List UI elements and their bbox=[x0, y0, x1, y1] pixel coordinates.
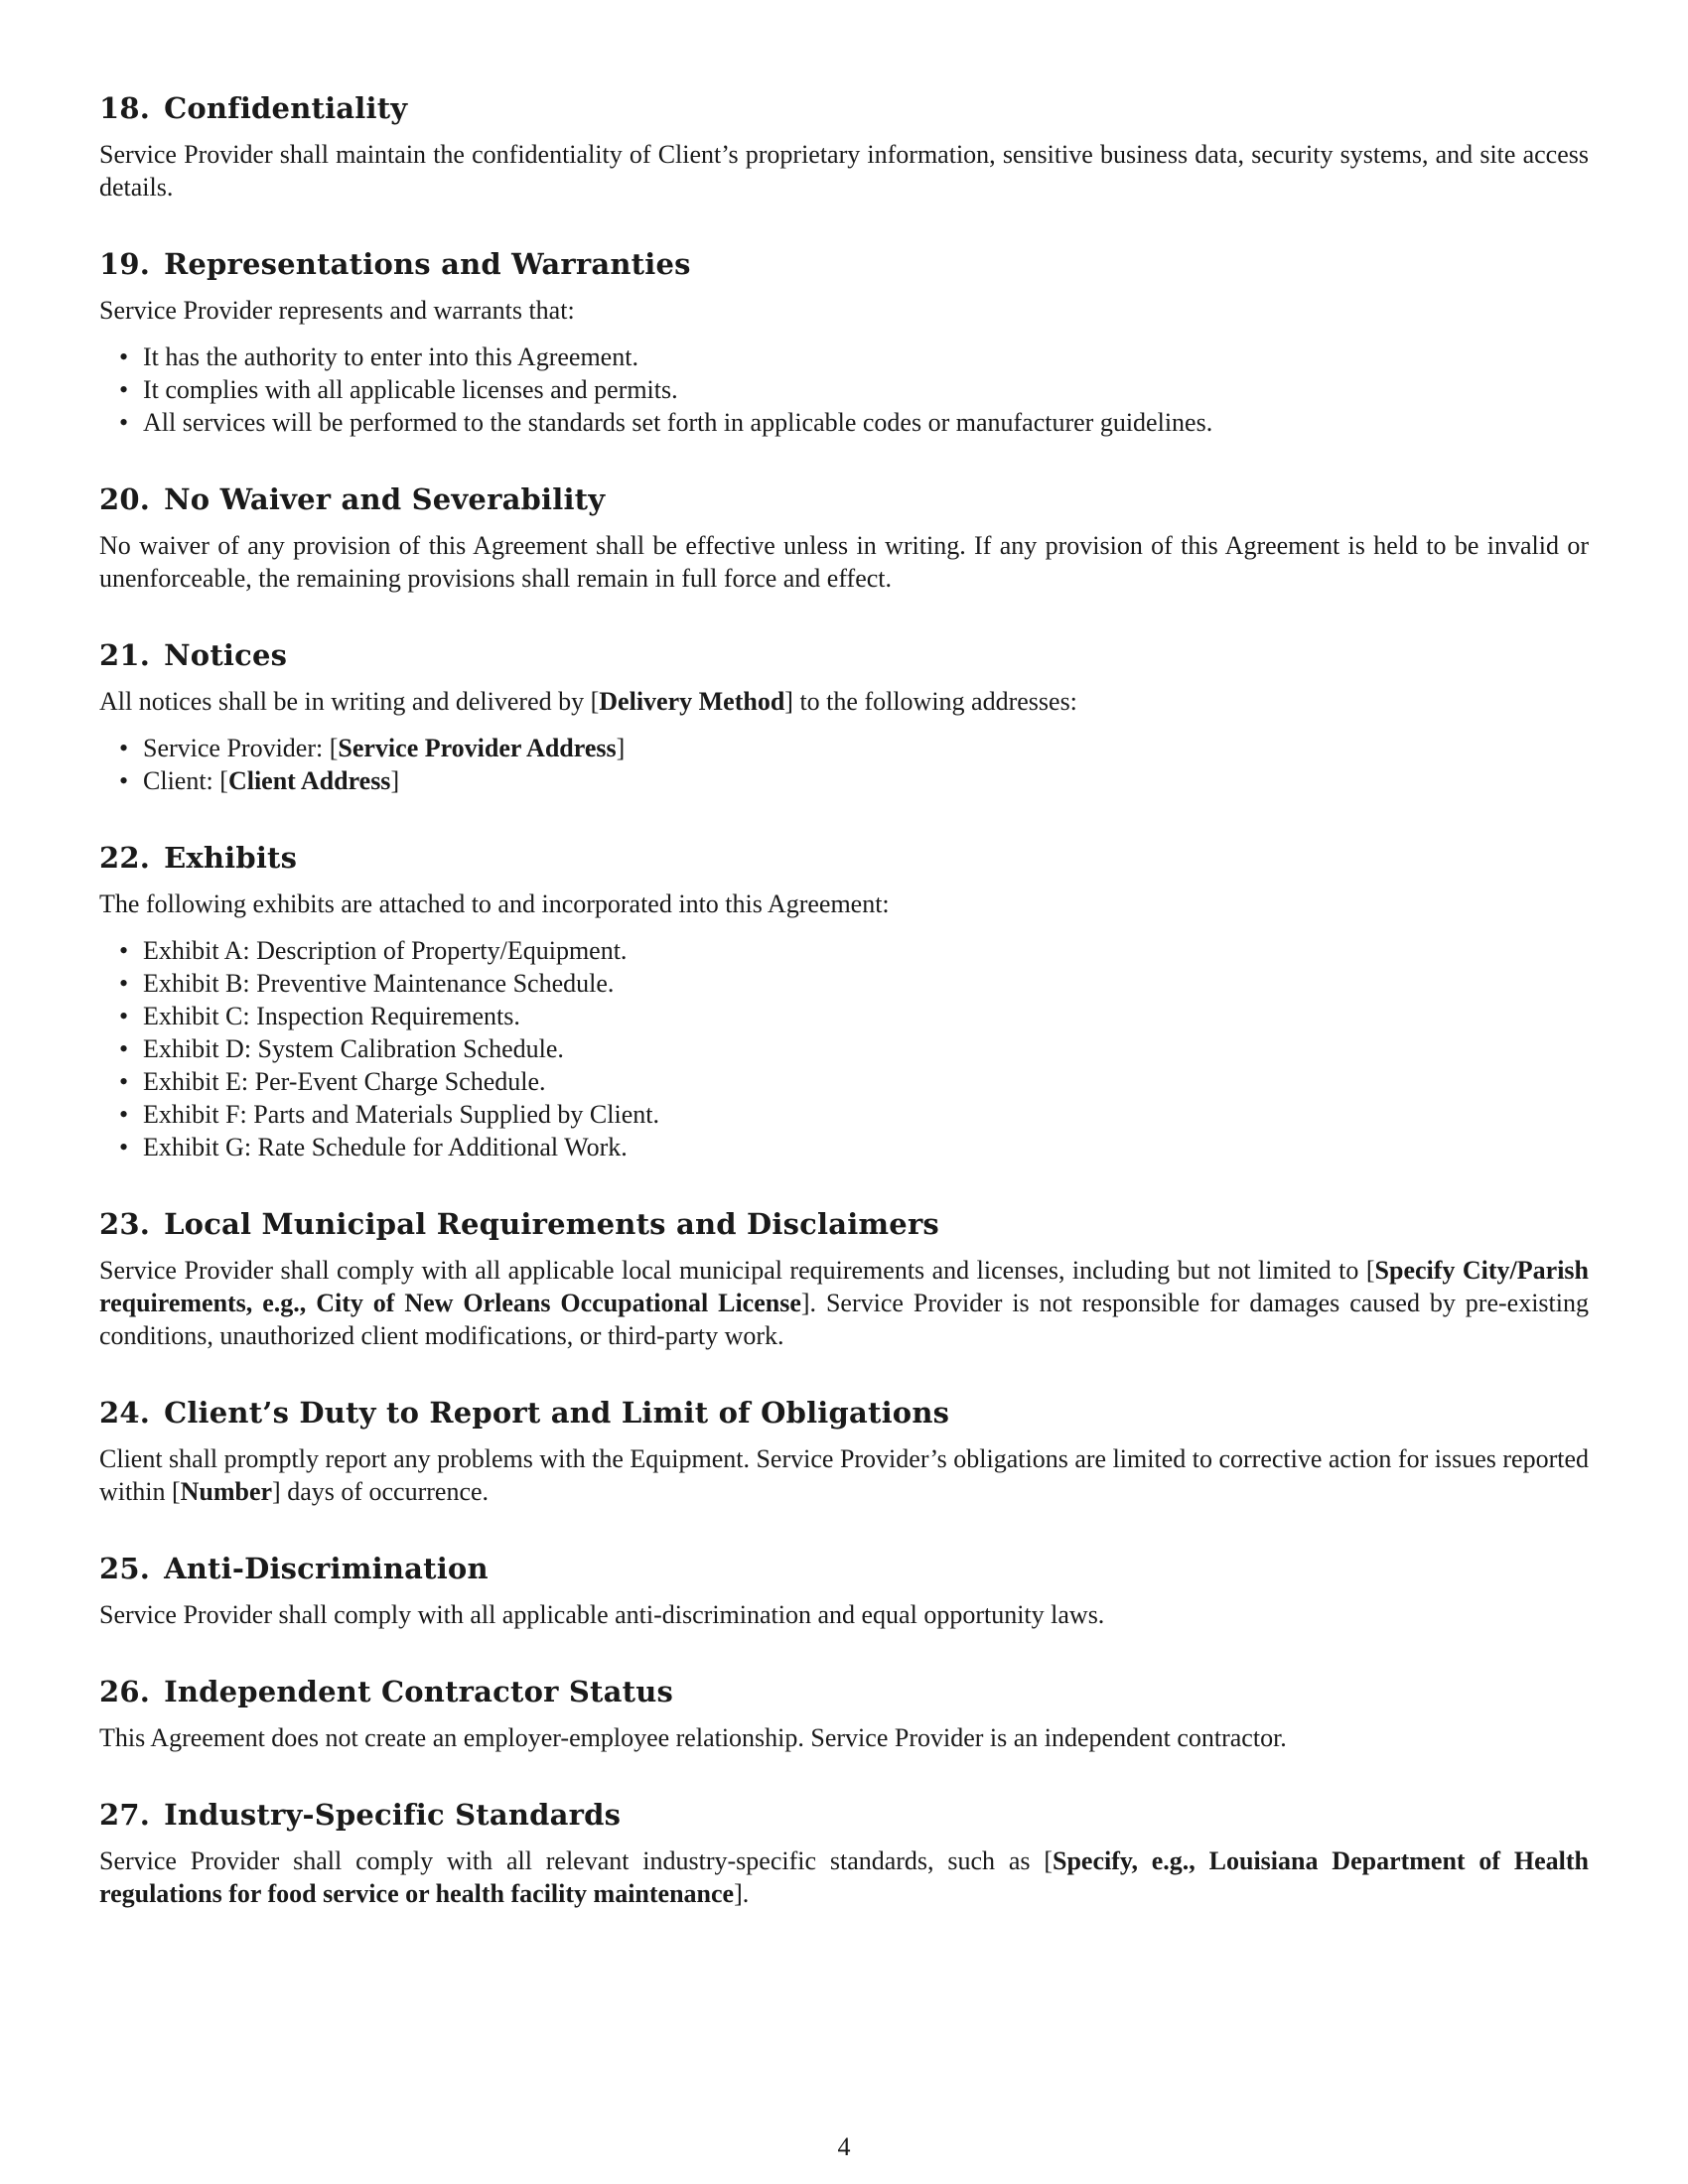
section-number: 22. bbox=[99, 841, 151, 875]
lead-text: All notices shall be in writing and delivered by [ bbox=[99, 687, 600, 716]
section-body: This Agreement does not create an employer-employee relationship. Service Provider is an independent contractor. bbox=[99, 1723, 1287, 1752]
bullet-icon: • bbox=[119, 936, 129, 965]
list-item bbox=[119, 732, 1589, 764]
bullet-icon: • bbox=[119, 408, 129, 437]
section-title: No Waiver and Severability bbox=[164, 482, 606, 516]
section-number: 25. bbox=[99, 1552, 151, 1585]
body-text: ]. bbox=[734, 1879, 750, 1908]
bracket-close: ] bbox=[390, 766, 400, 795]
section-heading bbox=[99, 1798, 1589, 1832]
section-independent-contractor bbox=[99, 1675, 1589, 1754]
section-heading bbox=[99, 247, 1589, 281]
list-item bbox=[119, 1098, 1589, 1131]
address-label: Service Provider: [ bbox=[143, 734, 339, 762]
bullet-icon: • bbox=[119, 375, 129, 404]
section-industry-specific-standards bbox=[99, 1798, 1589, 1910]
document-page bbox=[99, 91, 1589, 1954]
section-body: Service Provider shall maintain the confidentiality of Client’s proprietary information, sensitive business data, security systems, and site access details. bbox=[99, 140, 1589, 202]
placeholder-industry-standard: Specify, e.g., Louisiana Department of Health regulations for food service or health facility maintenance bbox=[99, 1846, 1589, 1908]
bracket-close: ] bbox=[616, 734, 626, 762]
section-number: 19. bbox=[99, 247, 151, 281]
section-title: Client’s Duty to Report and Limit of Obligations bbox=[164, 1396, 950, 1430]
bullet-icon: • bbox=[119, 1100, 129, 1129]
section-title: Confidentiality bbox=[164, 91, 408, 125]
section-number: 26. bbox=[99, 1675, 151, 1708]
list-item-text: Exhibit E: Per-Event Charge Schedule. bbox=[143, 1067, 546, 1096]
section-body bbox=[99, 1254, 1589, 1352]
list-item-text: Exhibit C: Inspection Requirements. bbox=[143, 1002, 520, 1030]
bullet-icon: • bbox=[119, 1002, 129, 1030]
section-number: 27. bbox=[99, 1798, 151, 1832]
list-item-text: All services will be performed to the standards set forth in applicable codes or manufacturer guidelines. bbox=[143, 408, 1213, 437]
section-heading bbox=[99, 1675, 1589, 1708]
placeholder-number: Number bbox=[180, 1477, 273, 1506]
list-item bbox=[119, 967, 1589, 1000]
body-text: Client shall promptly report any problems with the Equipment. Service Provider’s obligations are limited to corrective action for issues reported within [ bbox=[99, 1444, 1589, 1506]
placeholder-service-provider-address: Service Provider Address bbox=[338, 734, 617, 762]
section-notices bbox=[99, 638, 1589, 797]
page-number: 4 bbox=[837, 2132, 851, 2161]
section-heading bbox=[99, 91, 1589, 125]
body-text: Service Provider shall comply with all relevant industry-specific standards, such as [ bbox=[99, 1846, 1053, 1875]
list-item-text: Exhibit B: Preventive Maintenance Schedule. bbox=[143, 969, 615, 998]
section-number: 21. bbox=[99, 638, 151, 672]
placeholder-city-parish-requirements: Specify City/Parish requirements, e.g., City of New Orleans Occupational License bbox=[99, 1256, 1589, 1317]
placeholder-delivery-method: Delivery Method bbox=[599, 687, 785, 716]
list-item bbox=[119, 1032, 1589, 1065]
body-text: ]. Service Provider is not responsible for damages caused by pre-existing conditions, unauthorized client modifications, or third-party work. bbox=[99, 1289, 1589, 1350]
section-anti-discrimination bbox=[99, 1552, 1589, 1631]
bullet-icon: • bbox=[119, 734, 129, 762]
bullet-icon: • bbox=[119, 342, 129, 371]
section-lead: Service Provider represents and warrants that: bbox=[99, 296, 575, 325]
list-item bbox=[119, 934, 1589, 967]
section-number: 24. bbox=[99, 1396, 151, 1430]
section-body bbox=[99, 1844, 1589, 1910]
section-body: Service Provider shall comply with all applicable anti-discrimination and equal opportunity laws. bbox=[99, 1600, 1105, 1629]
address-label: Client: [ bbox=[143, 766, 228, 795]
section-local-municipal-requirements bbox=[99, 1207, 1589, 1352]
section-lead bbox=[99, 685, 1589, 718]
list-item-text: Exhibit D: System Calibration Schedule. bbox=[143, 1034, 564, 1063]
notice-address-list bbox=[99, 732, 1589, 797]
bullet-icon: • bbox=[119, 1034, 129, 1063]
section-number: 23. bbox=[99, 1207, 151, 1241]
bullet-icon: • bbox=[119, 766, 129, 795]
bullet-icon: • bbox=[119, 969, 129, 998]
section-body bbox=[99, 1442, 1589, 1508]
list-item bbox=[119, 764, 1589, 797]
section-heading bbox=[99, 638, 1589, 672]
section-title: Representations and Warranties bbox=[164, 247, 691, 281]
list-item bbox=[119, 1065, 1589, 1098]
lead-text: ] to the following addresses: bbox=[784, 687, 1077, 716]
warranty-list bbox=[99, 341, 1589, 439]
list-item-text: Exhibit A: Description of Property/Equipment. bbox=[143, 936, 628, 965]
section-heading bbox=[99, 841, 1589, 875]
section-exhibits bbox=[99, 841, 1589, 1163]
list-item bbox=[119, 341, 1589, 373]
body-text: Service Provider shall comply with all applicable local municipal requirements and licenses, including but not limited to [ bbox=[99, 1256, 1375, 1285]
section-no-waiver-severability bbox=[99, 482, 1589, 595]
section-title: Notices bbox=[164, 638, 288, 672]
placeholder-client-address: Client Address bbox=[227, 766, 391, 795]
section-client-duty-to-report bbox=[99, 1396, 1589, 1508]
section-body: No waiver of any provision of this Agreement shall be effective unless in writing. If any provision of this Agreement is held to be invalid or unenforceable, the remaining provisions shall remain in full force and effect. bbox=[99, 531, 1589, 593]
body-text: ] days of occurrence. bbox=[272, 1477, 490, 1506]
section-heading bbox=[99, 482, 1589, 516]
list-item bbox=[119, 373, 1589, 406]
section-title: Exhibits bbox=[164, 841, 298, 875]
section-title: Industry-Specific Standards bbox=[164, 1798, 622, 1832]
exhibit-list bbox=[99, 934, 1589, 1163]
list-item-text: It has the authority to enter into this Agreement. bbox=[143, 342, 638, 371]
section-title: Local Municipal Requirements and Disclaimers bbox=[164, 1207, 939, 1241]
section-heading bbox=[99, 1552, 1589, 1585]
section-representations-warranties bbox=[99, 247, 1589, 439]
section-lead: The following exhibits are attached to and incorporated into this Agreement: bbox=[99, 889, 890, 918]
section-heading bbox=[99, 1396, 1589, 1430]
section-title: Independent Contractor Status bbox=[164, 1675, 674, 1708]
section-confidentiality bbox=[99, 91, 1589, 204]
list-item-text: Exhibit F: Parts and Materials Supplied by Client. bbox=[143, 1100, 659, 1129]
section-number: 20. bbox=[99, 482, 151, 516]
bullet-icon: • bbox=[119, 1067, 129, 1096]
list-item bbox=[119, 1000, 1589, 1032]
list-item-text: Exhibit G: Rate Schedule for Additional Work. bbox=[143, 1133, 628, 1161]
section-title: Anti-Discrimination bbox=[164, 1552, 489, 1585]
list-item bbox=[119, 1131, 1589, 1163]
section-heading bbox=[99, 1207, 1589, 1241]
list-item bbox=[119, 406, 1589, 439]
section-number: 18. bbox=[99, 91, 151, 125]
bullet-icon: • bbox=[119, 1133, 129, 1161]
list-item-text: It complies with all applicable licenses and permits. bbox=[143, 375, 678, 404]
